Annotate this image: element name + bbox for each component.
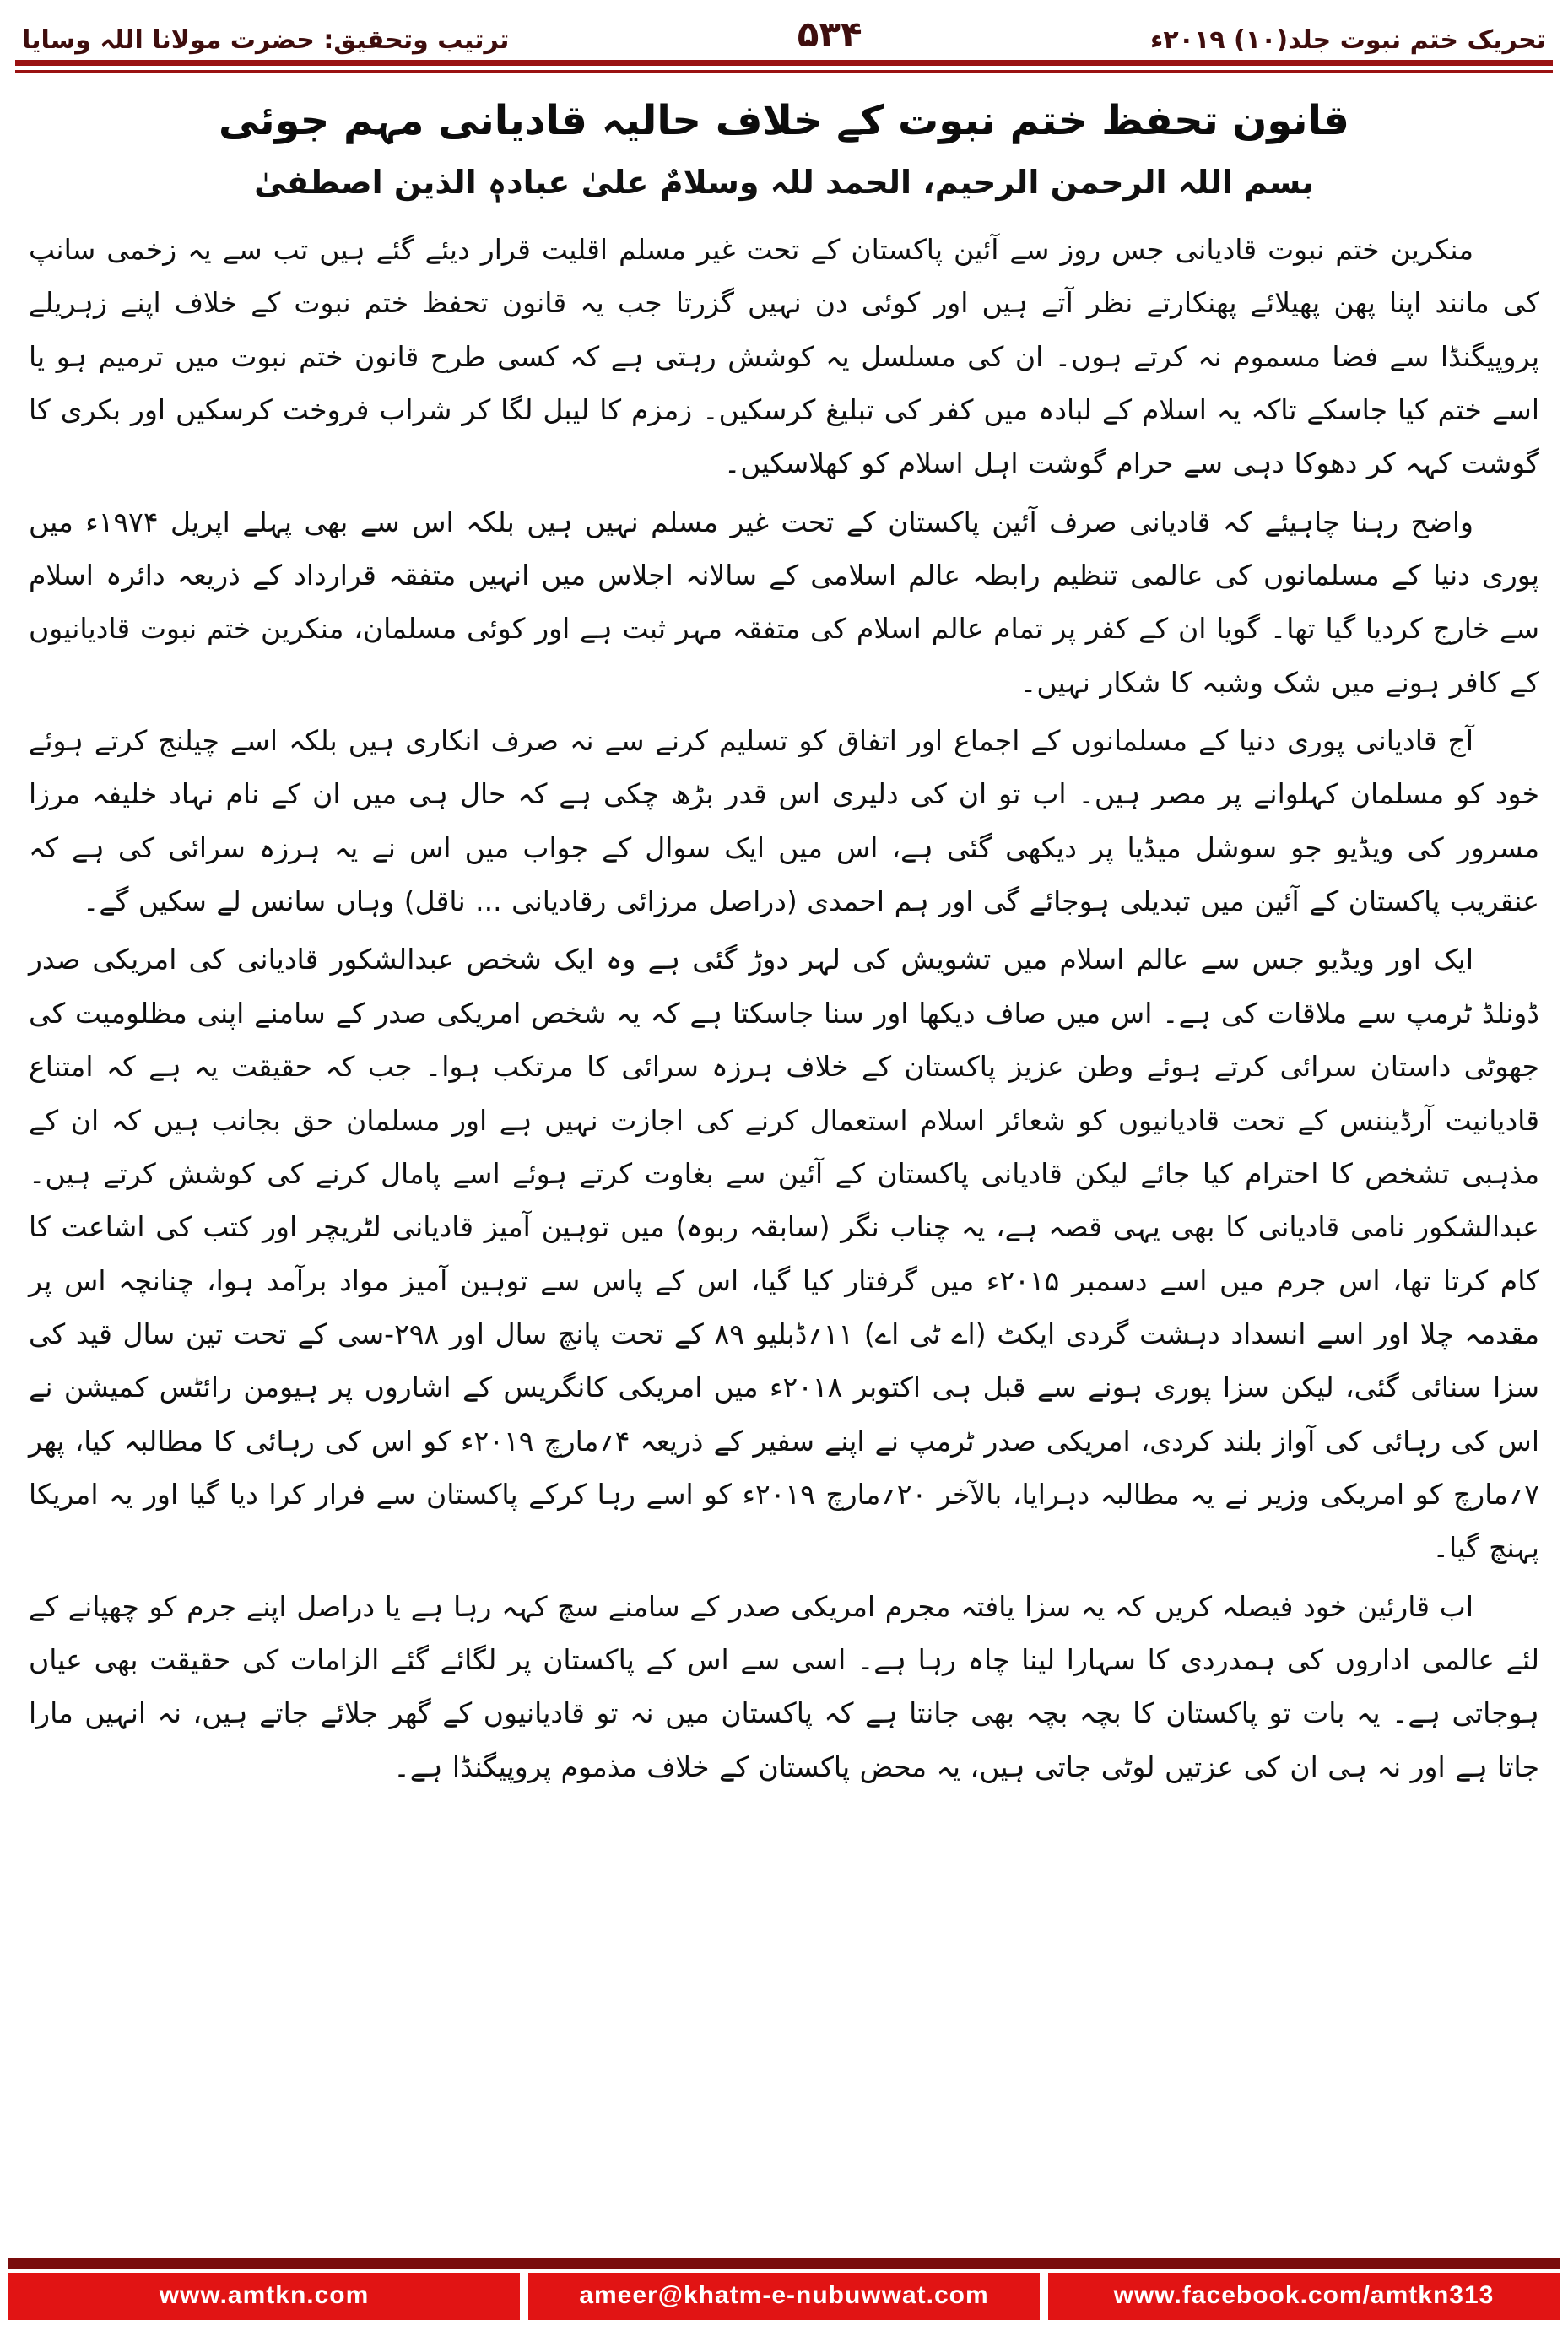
page-header: [0, 0, 1568, 60]
article-body: [0, 204, 1568, 1793]
header-rule-thin: [15, 70, 1553, 73]
footer-facebook: www.facebook.com/amtkn313: [1048, 2273, 1560, 2320]
footer-website: www.amtkn.com: [8, 2273, 520, 2320]
page-footer: [0, 2258, 1568, 2320]
footer-contact-row: [8, 2273, 1560, 2320]
header-volume-title: تحریک ختم نبوت جلد(۱۰) ۲۰۱۹ء: [1149, 25, 1546, 55]
footer-maroon-bar: [8, 2258, 1560, 2269]
bismillah-line: بسم اللہ الرحمن الرحیم، الحمد للہ وسلامٌ علیٰ عبادہٖ الذین اصطفیٰ: [254, 164, 1314, 202]
paragraph: اب قارئین خود فیصلہ کریں کہ یہ سزا یافتہ مجرم امریکی صدر کے سامنے سچ کہہ رہا ہے یا دراصل اپنے جرم کو چھپانے کے لئے عالمی اداروں کی ہمدردی کا سہارا لینا چاہ رہا ہے۔ اسی سے اس کے پاکستان پر لگائے گئے الزامات کی حقیقت بھی عیاں ہوجاتی ہے۔ یہ بات تو پاکستان کا بچہ بچہ بھی جانتا ہے کہ پاکستان میں نہ تو قادیانیوں کے گھر جلائے جاتے ہیں، نہ انہیں مارا جاتا ہے اور نہ ہی ان کی عزتیں لوٹی جاتی ہیں، یہ محض پاکستان کے خلاف مذموم پروپیگنڈا ہے۔: [29, 1589, 1539, 1783]
header-rule: [0, 60, 1568, 73]
header-rule-thick: [15, 60, 1553, 66]
paragraph: آج قادیانی پوری دنیا کے مسلمانوں کے اجماع اور اتفاق کو تسلیم کرنے سے نہ صرف انکاری ہیں بلکہ اسے چیلنج کرتے ہوئے خود کو مسلمان کہلوانے پر مصر ہیں۔ اب تو ان کی دلیری اس قدر بڑھ چکی ہے کہ حال ہی میں ان کے نام نہاد خلیفہ مرزا مسرور کی ویڈیو جو سوشل میڈیا پر دیکھی گئی ہے، اس میں ایک سوال کے جواب میں اس نے یہ ہرزہ سرائی کی ہے کہ عنقریب پاکستان کے آئین میں تبدیلی ہوجائے گی اور ہم احمدی (دراصل مرزائی رقادیانی ... ناقل) وہاں سانس لے سکیں گے۔: [29, 724, 1539, 918]
header-editor-credit: ترتیب وتحقیق: حضرت مولانا اللہ وسایا: [22, 25, 510, 55]
header-page-number: ۵۳۴: [797, 14, 862, 55]
footer-email: ameer@khatm-e-nubuwwat.com: [528, 2273, 1040, 2320]
paragraph: واضح رہنا چاہیئے کہ قادیانی صرف آئین پاکستان کے تحت غیر مسلم نہیں ہیں بلکہ اس سے بھی پہلے اپریل ۱۹۷۴ء میں پوری دنیا کے مسلمانوں کی عالمی تنظیم رابطہ عالم اسلامی کے سالانہ اجلاس میں انہیں متفقہ قرارداد کے ذریعہ دائرہ اسلام سے خارج کردیا گیا تھا۔ گویا ان کے کفر پر تمام عالم اسلام کی متفقہ مہر ثبت ہے اور کوئی مسلمان، منکرین ختم نبوت قادیانیوں کے کافر ہونے میں شک وشبہ کا شکار نہیں۔: [29, 505, 1539, 699]
article-title: قانون تحفظ ختم نبوت کے خلاف حالیہ قادیانی مہم جوئی: [219, 97, 1349, 144]
paragraph: منکرین ختم نبوت قادیانی جس روز سے آئین پاکستان کے تحت غیر مسلم اقلیت قرار دیئے گئے ہیں تب سے یہ زخمی سانپ کی مانند اپنا پھن پھیلائے پھنکارتے نظر آتے ہیں اور کوئی دن نہیں گزرتا جب یہ قانون تحفظ ختم نبوت کے خلاف اپنے زہریلے پروپیگنڈا سے فضا مسموم نہ کرتے ہوں۔ ان کی مسلسل یہ کوشش رہتی ہے کہ کسی طرح قانون ختم نبوت میں ترمیم ہو یا اسے ختم کیا جاسکے تاکہ یہ اسلام کے لبادہ میں کفر کی تبلیغ کرسکیں۔ زمزم کا لیبل لگا کر شراب فروخت کرسکیں اور بکری کا گوشت کہہ کر دھوکا دہی سے حرام گوشت اہل اسلام کو کھلاسکیں۔: [29, 232, 1539, 480]
paragraph: ایک اور ویڈیو جس سے عالم اسلام میں تشویش کی لہر دوڑ گئی ہے وہ ایک شخص عبدالشکور قادیانی کی امریکی صدر ڈونلڈ ٹرمپ سے ملاقات کی ہے۔ اس میں صاف دیکھا اور سنا جاسکتا ہے کہ یہ شخص امریکی صدر کے سامنے اپنی مظلومیت کی جھوٹی داستان سرائی کرتے ہوئے وطن عزیز پاکستان کے خلاف ہرزہ سرائی کا مرتکب ہوا۔ جب کہ حقیقت یہ ہے کہ امتناع قادیانیت آرڈیننس کے تحت قادیانیوں کو شعائر اسلام استعمال کرنے کی اجازت نہیں ہے اور مسلمان حق بجانب ہیں کہ ان کے مذہبی تشخص کا احترام کیا جائے لیکن قادیانی پاکستان کے آئین سے بغاوت کرتے ہوئے اسے پامال کرنے کی کوشش کرتے ہیں۔ عبدالشکور نامی قادیانی کا بھی یہی قصہ ہے، یہ چناب نگر (سابقہ ربوہ) میں توہین آمیز قادیانی لٹریچر اور کتب کی اشاعت کا کام کرتا تھا، اس جرم میں اسے دسمبر ۲۰۱۵ء میں گرفتار کیا گیا، اس کے پاس سے توہین آمیز مواد برآمد ہوا، چنانچہ اس پر مقدمہ چلا اور اسے انسداد دہشت گردی ایکٹ (اے ٹی اے) ۱۱؍ڈبلیو ۸۹ کے تحت پانچ سال اور ۲۹۸-سی کے تحت تین سال قید کی سزا سنائی گئی، لیکن سزا پوری ہونے سے قبل ہی اکتوبر ۲۰۱۸ء میں امریکی کانگریس کے اشاروں پر ہیومن رائٹس کمیشن نے اس کی رہائی کی آواز بلند کردی، امریکی صدر ٹرمپ نے اپنے سفیر کے ذریعہ ۴؍مارچ ۲۰۱۹ء کو اس کی رہائی کا مطالبہ کیا، پھر ۷؍مارچ کو امریکی وزیر نے یہ مطالبہ دہرایا، بالآخر ۲۰؍مارچ ۲۰۱۹ء کو اسے رہا کرکے پاکستان سے فرار کرا دیا گیا اور یہ امریکا پہنچ گیا۔: [29, 943, 1540, 1565]
